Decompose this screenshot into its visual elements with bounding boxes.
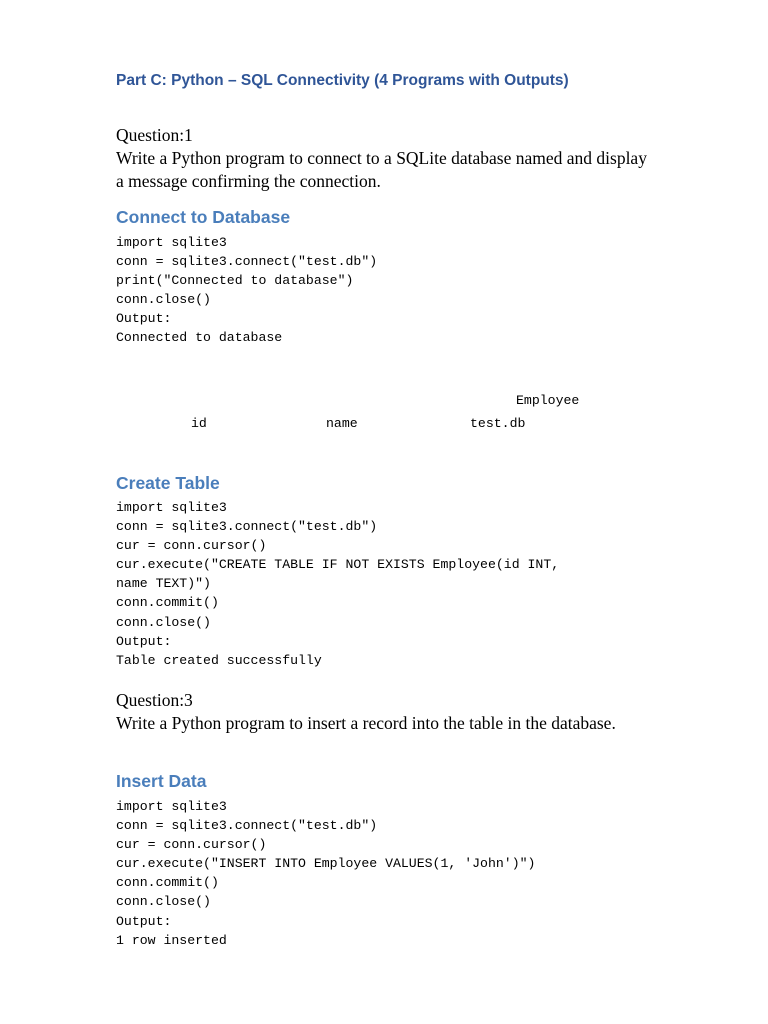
code-line: conn = sqlite3.connect("test.db") bbox=[116, 818, 378, 834]
code-line: conn.close() bbox=[116, 614, 211, 630]
code-line: cur = conn.cursor() bbox=[116, 837, 267, 853]
insert-data-code bbox=[116, 797, 535, 950]
code-line: cur.execute("CREATE TABLE IF NOT EXISTS Employee(id INT, bbox=[116, 557, 560, 573]
stray-word-name: name bbox=[326, 416, 358, 431]
code-line: import sqlite3 bbox=[116, 500, 227, 515]
question-1-label: Question:1 bbox=[116, 125, 193, 145]
question-1-text: Write a Python program to connect to a SQLite database named and display a message confirming the connection. bbox=[116, 148, 647, 191]
code-line: conn = sqlite3.connect("test.db") bbox=[116, 254, 378, 270]
question-3-label: Question:3 bbox=[116, 690, 193, 710]
stray-word-id: id bbox=[191, 416, 207, 431]
code-output-label: Output: bbox=[116, 913, 172, 929]
code-line: conn.close() bbox=[116, 894, 211, 910]
code-line: import sqlite3 bbox=[116, 799, 227, 814]
code-output-value: Table created successfully bbox=[116, 652, 322, 668]
code-output-label: Output: bbox=[116, 633, 172, 649]
code-output-label: Output: bbox=[116, 311, 172, 327]
code-line: conn.close() bbox=[116, 292, 211, 308]
code-line: name TEXT)") bbox=[116, 576, 211, 592]
stray-word-testdb: test.db bbox=[470, 416, 526, 431]
connect-database-heading: Connect to Database bbox=[116, 207, 291, 227]
code-line: conn = sqlite3.connect("test.db") bbox=[116, 519, 378, 535]
code-line: conn.commit() bbox=[116, 595, 219, 611]
connect-database-code bbox=[116, 233, 377, 348]
code-line: cur.execute("INSERT INTO Employee VALUES(1, 'John')") bbox=[116, 856, 536, 872]
stray-word-employee: Employee bbox=[516, 393, 580, 408]
insert-data-heading: Insert Data bbox=[116, 771, 207, 791]
code-line: cur = conn.cursor() bbox=[116, 538, 267, 554]
create-table-heading: Create Table bbox=[116, 473, 220, 493]
question-3-text: Write a Python program to insert a record into the table in the database. bbox=[116, 713, 616, 733]
code-line: import sqlite3 bbox=[116, 235, 227, 250]
part-title: Part C: Python – SQL Connectivity (4 Programs with Outputs) bbox=[116, 72, 569, 89]
code-output-value: Connected to database bbox=[116, 330, 283, 346]
code-line: print("Connected to database") bbox=[116, 273, 354, 289]
create-table-code bbox=[116, 498, 559, 670]
code-output-value: 1 row inserted bbox=[116, 932, 227, 948]
code-line: conn.commit() bbox=[116, 875, 219, 891]
